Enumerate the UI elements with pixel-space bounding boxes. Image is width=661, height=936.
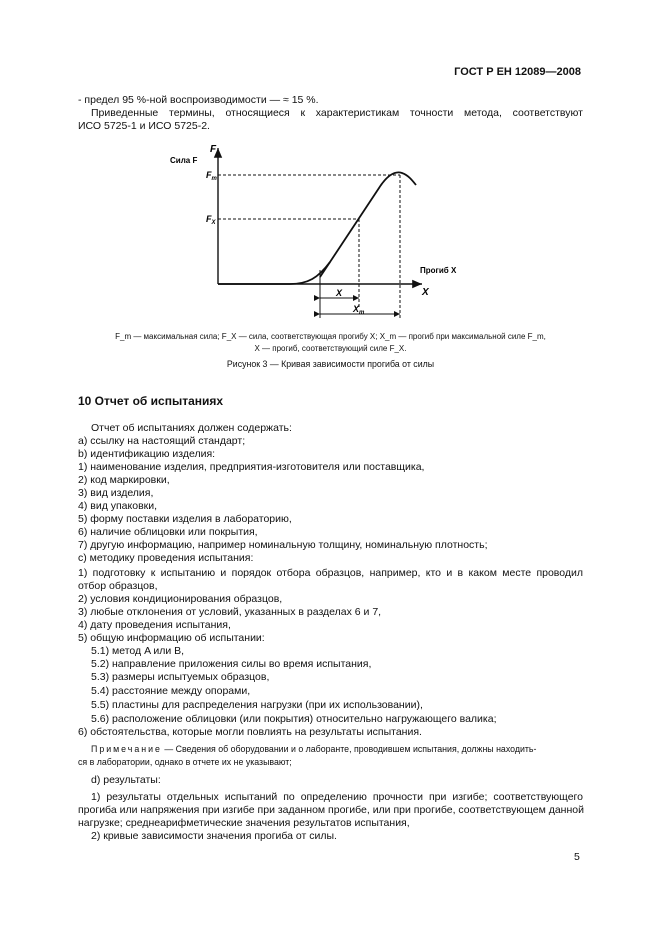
fm-label: $F_m$ bbox=[206, 170, 217, 182]
item-c1-line-1: 1) подготовку к испытанию и порядок отбора образцов, например, кто и в каком месте проводил bbox=[78, 567, 583, 579]
results-2: 2) кривые зависимости значения прогиба от силы. bbox=[91, 830, 337, 842]
x-axis-label: Прогиб X bbox=[420, 266, 457, 275]
results-1-line-2: прогиба или напряжения при изгибе при заданном прогибе, или при прогибе, соответствующем данной bbox=[78, 804, 584, 816]
x-axis-symbol: X bbox=[422, 287, 429, 298]
item-c1-line-2: отбор образцов, bbox=[78, 580, 158, 592]
figure-caption: Рисунок 3 — Кривая зависимости прогиба от силы bbox=[226, 359, 435, 369]
sub-item-5-3: 5.3) размеры испытуемых образцов, bbox=[91, 671, 270, 683]
results-d: d) результаты: bbox=[91, 774, 161, 786]
intro-line-3: ИСО 5725-1 и ИСО 5725-2. bbox=[78, 120, 210, 132]
fx-label: $F_X$ bbox=[206, 214, 216, 226]
report-line-1: а) ссылку на настоящий стандарт; bbox=[78, 435, 246, 447]
force-deflection-curve bbox=[218, 172, 416, 284]
report-line-0: Отчет об испытаниях должен содержать: bbox=[91, 422, 292, 434]
report-line-6: 4) вид упаковки, bbox=[78, 500, 158, 512]
tangent-extension bbox=[320, 262, 330, 277]
intro-line-1: - предел 95 %-ной воспроизводимости — ≈ 15 %. bbox=[78, 94, 319, 106]
report-line-7: 5) форму поставки изделия в лабораторию, bbox=[78, 513, 292, 525]
report-line-5: 3) вид изделия, bbox=[78, 487, 154, 499]
y-axis-label: Сила F bbox=[170, 156, 198, 165]
page-number: 5 bbox=[574, 851, 580, 863]
document-header: ГОСТ Р ЕН 12089—2008 bbox=[454, 66, 581, 78]
force-deflection-figure bbox=[150, 140, 470, 325]
xm-dimension-label: $X_m$ bbox=[353, 304, 365, 316]
figure-legend-line-2: X — прогиб, соответствующий силе F_X. bbox=[254, 344, 407, 353]
report-line-8: 6) наличие облицовки или покрытия, bbox=[78, 526, 258, 538]
note-line-2: ся в лаборатории, однако в отчете их не указывают; bbox=[78, 757, 292, 767]
report-line-3: 1) наименование изделия, предприятия-изготовителя или поставщика, bbox=[78, 461, 425, 473]
results-1-line-1: 1) результаты отдельных испытаний по определению прочности при изгибе; соответствующего bbox=[91, 791, 583, 803]
section-title: 10 Отчет об испытаниях bbox=[78, 394, 224, 408]
c-item-2: 2) условия кондиционирования образцов, bbox=[78, 593, 283, 605]
c-item-3: 3) любые отклонения от условий, указанных в разделах 6 и 7, bbox=[78, 606, 382, 618]
note-prefix: Примечание bbox=[91, 744, 162, 754]
note-text: — Сведения об оборудовании и о лаборанте, проводившем испытания, должны находить- bbox=[161, 744, 537, 754]
sub-item-5-5: 5.5) пластины для распределения нагрузки (при их использовании), bbox=[91, 699, 423, 711]
sub-item-5-2: 5.2) направление приложения силы во время испытания, bbox=[91, 658, 372, 670]
x-dimension-label: X bbox=[336, 288, 343, 298]
sub-item-5-4: 5.4) расстояние между опорами, bbox=[91, 685, 251, 697]
intro-line-2: Приведенные термины, относящиеся к характеристикам точности метода, соответствуют bbox=[91, 107, 583, 119]
report-line-10: с) методику проведения испытания: bbox=[78, 552, 254, 564]
sub-item-5-1: 5.1) метод A или B, bbox=[91, 645, 185, 657]
report-line-2: b) идентификацию изделия: bbox=[78, 448, 216, 460]
results-1-line-3: нагрузке; среднеарифметические значения результатов испытания, bbox=[78, 817, 410, 829]
sub-item-5-6: 5.6) расположение облицовки (или покрытия) относительно нагружающего валика; bbox=[91, 713, 497, 725]
report-line-9: 7) другую информацию, например номинальную толщину, номинальную плотность; bbox=[78, 539, 488, 551]
note-line-1 bbox=[91, 743, 536, 755]
c-item-6: 6) обстоятельства, которые могли повлиять на результаты испытания. bbox=[78, 726, 422, 738]
y-axis-symbol: F bbox=[210, 144, 217, 155]
report-line-4: 2) код маркировки, bbox=[78, 474, 170, 486]
c-item-5: 5) общую информацию об испытании: bbox=[78, 632, 265, 644]
c-item-4: 4) дату проведения испытания, bbox=[78, 619, 231, 631]
figure-legend-line-1: F_m — максимальная сила; F_X — сила, соответствующая прогибу X; X_m — прогиб при максимальной силе F_m, bbox=[115, 332, 546, 341]
